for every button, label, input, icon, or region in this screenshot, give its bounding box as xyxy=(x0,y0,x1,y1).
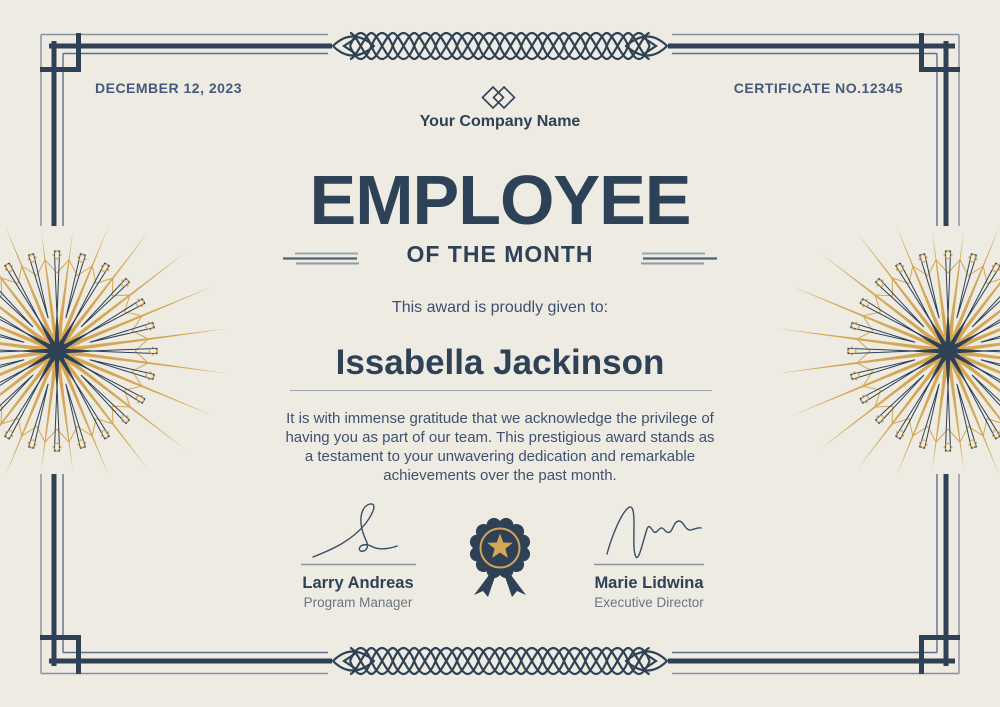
title-of-the-month: OF THE MONTH xyxy=(406,241,594,267)
signatory-title-left: Program Manager xyxy=(303,595,413,610)
signature-squiggle-right xyxy=(607,507,701,558)
title-employee: EMPLOYEE xyxy=(309,161,691,239)
certificate-number: CERTIFICATE NO.12345 xyxy=(733,80,903,96)
signatory-name-left: Larry Andreas xyxy=(302,574,414,592)
issue-date: DECEMBER 12, 2023 xyxy=(95,80,243,96)
braid-ornament-bottom xyxy=(333,648,667,674)
award-intro: This award is proudly given to: xyxy=(391,299,609,316)
award-description-line: achievements over the past month. xyxy=(383,467,617,484)
award-description-line: a testament to your unwavering dedication and remarkable xyxy=(304,448,696,465)
award-description-line: It is with immense gratitude that we acknowledge the privilege of xyxy=(286,410,714,427)
double-diamond-icon xyxy=(483,87,515,108)
recipient-name: Issabella Jackinson xyxy=(335,343,665,382)
company-name: Your Company Name xyxy=(419,113,581,130)
braid-ornament-top xyxy=(333,33,667,59)
award-description xyxy=(0,409,1000,485)
signatory-title-right: Executive Director xyxy=(594,595,704,610)
recipient-underline xyxy=(290,390,712,391)
award-description-line: having you as part of our team. This prestigious award stands as xyxy=(285,429,715,446)
signature-squiggle-left xyxy=(313,504,397,557)
award-rosette-star-icon xyxy=(470,518,530,597)
signatory-name-right: Marie Lidwina xyxy=(594,574,704,592)
